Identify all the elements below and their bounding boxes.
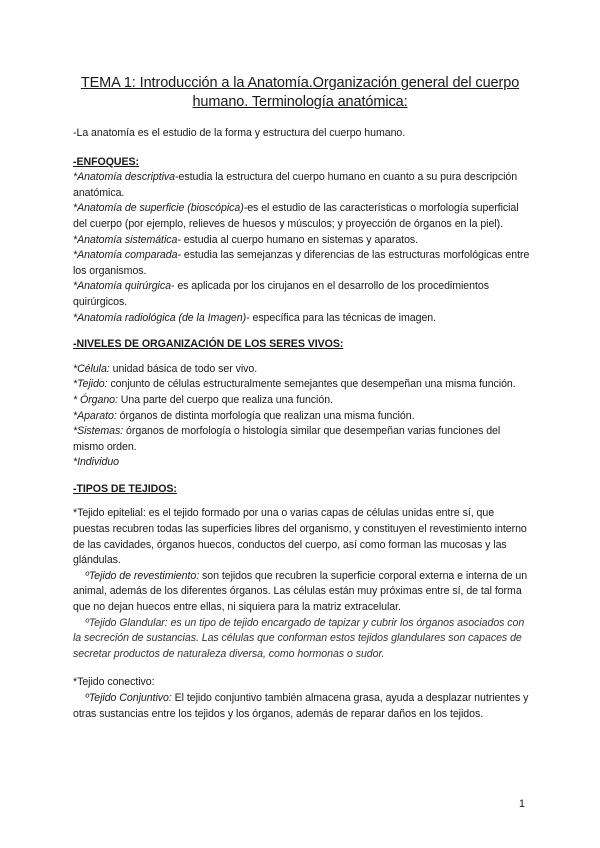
nivel-item: *Tejido: conjunto de células estructuralmente semejantes que desempeñan una misma función.: [73, 378, 516, 391]
nivel-item: * Órgano: Una parte del cuerpo que realiza una función.: [73, 393, 333, 406]
document-title: TEMA 1: Introducción a la Anatomía.Organización general del cuerpo humano. Terminología anatómica:: [80, 75, 520, 110]
tejido-epitelial: *Tejido epitelial: es el tejido formado por una o varias capas de células unidas entre sí, que puestas recubren todas las superficies libres del organismo, y constituyen el revestimiento interno de las cavidades, órganos huecos, conductos del cuerpo, así como forman las mucosas y las glándulas.: [73, 507, 527, 567]
nivel-item: *Aparato: órganos de distinta morfología que realizan una misma función.: [73, 409, 415, 422]
intro-paragraph: -La anatomía es el estudio de la forma y estructura del cuerpo humano.: [73, 127, 406, 139]
tejido-conectivo: *Tejido conectivo:: [73, 676, 155, 689]
nivel-item: *Célula: unidad básica de todo ser vivo.: [73, 362, 258, 375]
document-body: [73, 126, 531, 722]
tejido-conjuntivo: ºTejido Conjuntivo: El tejido conjuntivo también almacena grasa, ayuda a desplazar nutrientes y otras sustancias entre los tejidos y los órganos, además de reparar daños en los tejidos.: [73, 692, 529, 720]
tejido-revestimiento: ºTejido de revestimiento: son tejidos que recubren la superficie corporal externa e interna de un animal, además de los diferentes órganos. Las células están muy próximas entre sí, de tal forma que no dejan huecos entre ellas, ni siquiera para la matriz extracelular.: [73, 569, 528, 614]
nivel-item: *Sistemas: órganos de morfología o histología similar que desempeñan varias funciones del mismo orden.: [73, 425, 501, 453]
enfoque-item: *Anatomía sistemática- estudia al cuerpo humano en sistemas y aparatos.: [73, 233, 419, 246]
enfoque-item: *Anatomía descriptiva-estudia la estructura del cuerpo humano en cuanto a su pura descripción anatómica.: [73, 171, 518, 199]
enfoque-item: *Anatomía radiológica (de la Imagen)- específica para las técnicas de imagen.: [73, 311, 437, 324]
tejido-glandular: ºTejido Glandular: es un tipo de tejido encargado de tapizar y cubrir los órganos asociados con la secreción de sustancias. Las células que conforman estos tejidos glandulares son capaces de secretar productos de naturaleza diversa, como hormonas o sudor.: [73, 616, 525, 660]
niveles-heading: -NIVELES DE ORGANIZACIÓN DE LOS SERES VIVOS:: [73, 338, 344, 351]
enfoques-heading: -ENFOQUES:: [73, 155, 140, 168]
enfoque-item: *Anatomía comparada- estudia las semejanzas y diferencias de las estructuras morfológicas entre los organismos.: [73, 249, 530, 277]
nivel-item: *Individuo: [73, 456, 120, 469]
tejidos-heading: -TIPOS DE TEJIDOS:: [73, 482, 177, 495]
page-number: 1: [518, 798, 525, 810]
enfoque-item: *Anatomía quirúrgica- es aplicada por los cirujanos en el desarrollo de los procedimientos quirúrgicos.: [73, 280, 489, 308]
enfoque-item: *Anatomía de superficie (bioscópica)-es el estudio de las características o morfología superficial del cuerpo (por ejemplo, relieves de huesos y músculos; y proyección de órganos en la piel).: [73, 202, 519, 230]
